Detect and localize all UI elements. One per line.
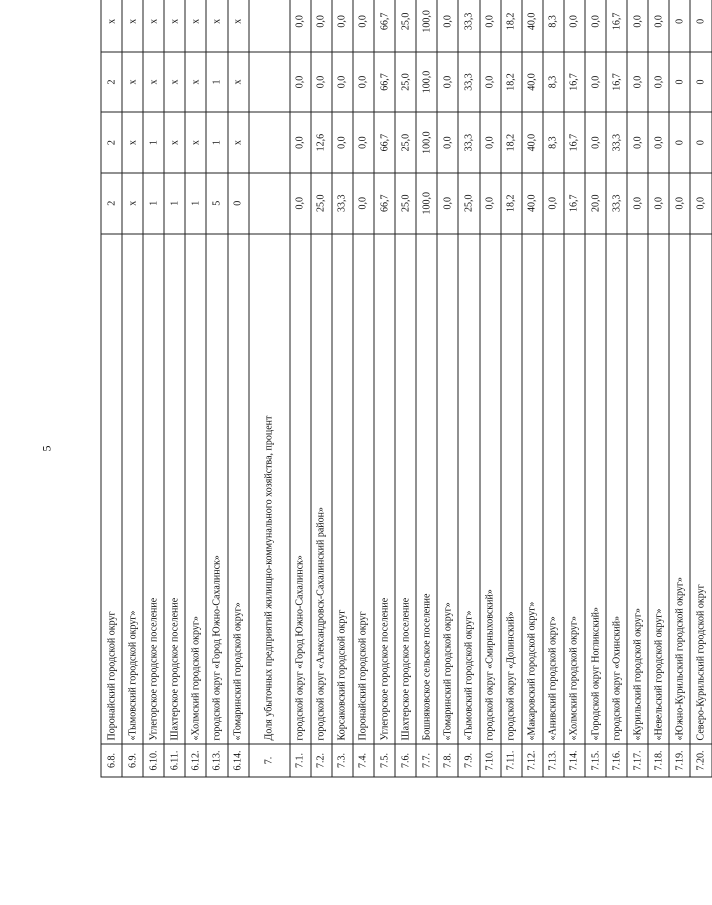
row-number: 7.13. xyxy=(543,744,564,777)
row-number: 6.10. xyxy=(143,744,164,777)
value-cell: 100,0 xyxy=(416,173,437,234)
indicator-name: Северо-Курильский городской округ xyxy=(690,234,711,744)
indicator-name: городской округ «Долинский» xyxy=(501,234,522,744)
indicator-name: «Городской округ Ногликский» xyxy=(585,234,606,744)
row-number: 7. xyxy=(249,744,290,777)
value-cell: 100,0 xyxy=(416,52,437,113)
value-cell: 0,0 xyxy=(480,52,501,113)
table-row xyxy=(290,0,311,777)
value-cell: 0 xyxy=(690,0,711,52)
value-cell: 33,3 xyxy=(458,0,479,52)
value-cell: 0 xyxy=(690,52,711,113)
value-cell: 18,2 xyxy=(501,112,522,173)
value-cell: 2 xyxy=(101,173,122,234)
indicator-name: Шахтерское городское поселение xyxy=(164,234,185,744)
row-number: 7.15. xyxy=(585,744,606,777)
value-cell: 0,0 xyxy=(585,112,606,173)
value-cell: 18,2 xyxy=(501,173,522,234)
value-cell: 0,0 xyxy=(690,173,711,234)
value-cell: 1 xyxy=(206,52,227,113)
value-cell: 66,7 xyxy=(374,52,395,113)
value-cell: 0,0 xyxy=(437,52,458,113)
page-number: 5 xyxy=(39,445,54,452)
value-cell: 0,0 xyxy=(332,52,353,113)
indicator-name: Углегорское городское поселение xyxy=(143,234,164,744)
value-cell: 100,0 xyxy=(416,0,437,52)
row-number: 7.12. xyxy=(522,744,543,777)
table-row xyxy=(627,0,648,777)
indicator-name: Поронайский городской округ xyxy=(101,234,122,744)
value-cell: 8,3 xyxy=(543,112,564,173)
table-row xyxy=(228,0,249,777)
indicator-name: «Тымовский городской округ» xyxy=(458,234,479,744)
value-cell: 0 xyxy=(669,112,690,173)
value-cell: x xyxy=(122,112,143,173)
value-cell: 18,2 xyxy=(501,52,522,113)
indicator-name: «Томаринский городской округ» xyxy=(228,234,249,744)
row-number: 7.8. xyxy=(437,744,458,777)
value-cell: 0 xyxy=(669,52,690,113)
value-cell: x xyxy=(143,52,164,113)
row-number: 7.14. xyxy=(564,744,585,777)
table-row xyxy=(564,0,585,777)
value-cell: 0,0 xyxy=(648,0,669,52)
value-cell: x xyxy=(164,52,185,113)
table-row xyxy=(206,0,227,777)
value-cell: 66,7 xyxy=(374,173,395,234)
indicator-name: «Анивский городской округ» xyxy=(543,234,564,744)
value-cell: 1 xyxy=(185,173,206,234)
value-cell: 18,2 xyxy=(501,0,522,52)
row-number: 7.1. xyxy=(290,744,311,777)
row-number: 7.20. xyxy=(690,744,711,777)
value-cell: 16,7 xyxy=(606,52,627,113)
value-cell: 0,0 xyxy=(437,0,458,52)
indicator-name: Доля убыточных предприятий жилищно-коммунального хозяйства, процент xyxy=(249,234,290,744)
value-cell: 12,6 xyxy=(311,112,332,173)
rotated-table-wrapper xyxy=(101,0,707,778)
value-cell xyxy=(249,173,290,234)
value-cell xyxy=(249,52,290,113)
value-cell: x xyxy=(143,0,164,52)
value-cell: 0,0 xyxy=(353,52,374,113)
indicator-name: городской округ «Город Южно-Сахалинск» xyxy=(290,234,311,744)
indicator-name: «Курильский городской округ» xyxy=(627,234,648,744)
value-cell: 0,0 xyxy=(564,0,585,52)
indicator-name: Бошняковское сельское поселение xyxy=(416,234,437,744)
table-row xyxy=(522,0,543,777)
value-cell: 16,7 xyxy=(564,112,585,173)
indicator-name: Шахтерское городское поселение xyxy=(395,234,416,744)
row-number: 7.6. xyxy=(395,744,416,777)
value-cell: 40,0 xyxy=(522,173,543,234)
row-number: 7.11. xyxy=(501,744,522,777)
value-cell: x xyxy=(122,52,143,113)
indicator-name: «Южно-Курильский городской округ» xyxy=(669,234,690,744)
row-number: 6.13. xyxy=(206,744,227,777)
value-cell: 66,7 xyxy=(374,112,395,173)
table-row xyxy=(690,0,711,777)
value-cell: 33,3 xyxy=(458,112,479,173)
table-row xyxy=(122,0,143,777)
indicator-name: Корсаковский городской округ xyxy=(332,234,353,744)
table-row xyxy=(311,0,332,777)
value-cell: x xyxy=(164,112,185,173)
indicator-name: «Холмский городской округ» xyxy=(564,234,585,744)
value-cell: x xyxy=(185,112,206,173)
value-cell: 0,0 xyxy=(627,112,648,173)
value-cell: 2 xyxy=(101,52,122,113)
value-cell xyxy=(249,0,290,52)
table-row xyxy=(101,0,122,777)
indicators-table xyxy=(101,0,712,778)
row-number: 6.9. xyxy=(122,744,143,777)
table-row xyxy=(669,0,690,777)
value-cell: 0,0 xyxy=(627,52,648,113)
table-row xyxy=(606,0,627,777)
indicator-name: «Холмский городской округ» xyxy=(185,234,206,744)
table-row xyxy=(458,0,479,777)
value-cell: x xyxy=(228,112,249,173)
value-cell: 0,0 xyxy=(648,173,669,234)
value-cell: x xyxy=(164,0,185,52)
row-number: 7.9. xyxy=(458,744,479,777)
table-row xyxy=(249,0,290,777)
value-cell: 16,7 xyxy=(564,52,585,113)
value-cell: 0 xyxy=(669,0,690,52)
value-cell: 16,7 xyxy=(564,173,585,234)
table-row xyxy=(143,0,164,777)
value-cell: x xyxy=(122,0,143,52)
value-cell: x xyxy=(206,0,227,52)
value-cell: 33,3 xyxy=(606,112,627,173)
value-cell: 0,0 xyxy=(627,173,648,234)
row-number: 7.10. xyxy=(480,744,501,777)
row-number: 7.17. xyxy=(627,744,648,777)
indicator-name: Поронайский городской округ xyxy=(353,234,374,744)
value-cell: 8,3 xyxy=(543,52,564,113)
value-cell: 25,0 xyxy=(395,173,416,234)
value-cell: 2 xyxy=(101,112,122,173)
table-row xyxy=(332,0,353,777)
value-cell: 33,3 xyxy=(458,52,479,113)
value-cell: 0,0 xyxy=(353,173,374,234)
row-number: 7.4. xyxy=(353,744,374,777)
row-number: 7.16. xyxy=(606,744,627,777)
value-cell: 0 xyxy=(228,173,249,234)
value-cell xyxy=(249,112,290,173)
indicator-name: «Макаровский городской округ» xyxy=(522,234,543,744)
value-cell: 0,0 xyxy=(311,0,332,52)
table-body xyxy=(101,0,712,777)
table-row xyxy=(353,0,374,777)
value-cell: x xyxy=(185,0,206,52)
table-row xyxy=(164,0,185,777)
value-cell: 0,0 xyxy=(648,52,669,113)
row-number: 7.7. xyxy=(416,744,437,777)
value-cell: 25,0 xyxy=(311,173,332,234)
value-cell: 100,0 xyxy=(416,112,437,173)
value-cell: 0,0 xyxy=(480,0,501,52)
value-cell: 0,0 xyxy=(311,52,332,113)
value-cell: x xyxy=(228,0,249,52)
value-cell: x xyxy=(101,0,122,52)
value-cell: 0,0 xyxy=(290,173,311,234)
row-number: 7.2. xyxy=(311,744,332,777)
table-row xyxy=(437,0,458,777)
value-cell: 25,0 xyxy=(395,0,416,52)
row-number: 7.3. xyxy=(332,744,353,777)
row-number: 7.5. xyxy=(374,744,395,777)
indicator-name: городской округ «Город Южно-Сахалинск» xyxy=(206,234,227,744)
value-cell: 0,0 xyxy=(627,0,648,52)
value-cell: 40,0 xyxy=(522,112,543,173)
table-row xyxy=(480,0,501,777)
value-cell: 40,0 xyxy=(522,0,543,52)
table-row xyxy=(648,0,669,777)
value-cell: 0,0 xyxy=(585,52,606,113)
value-cell: 0,0 xyxy=(480,173,501,234)
indicator-name: «Тымовский городской округ» xyxy=(122,234,143,744)
value-cell: 1 xyxy=(164,173,185,234)
value-cell: 0,0 xyxy=(585,0,606,52)
table-row xyxy=(185,0,206,777)
value-cell: 0,0 xyxy=(437,112,458,173)
value-cell: x xyxy=(185,52,206,113)
value-cell: 20,0 xyxy=(585,173,606,234)
value-cell: 66,7 xyxy=(374,0,395,52)
value-cell: 40,0 xyxy=(522,52,543,113)
value-cell: 33,3 xyxy=(332,173,353,234)
value-cell: 5 xyxy=(206,173,227,234)
row-number: 7.19. xyxy=(669,744,690,777)
value-cell: 0,0 xyxy=(353,112,374,173)
row-number: 6.8. xyxy=(101,744,122,777)
table-row xyxy=(416,0,437,777)
indicator-name: «Томаринский городской округ» xyxy=(437,234,458,744)
value-cell: x xyxy=(228,52,249,113)
value-cell: 1 xyxy=(143,112,164,173)
table-row xyxy=(374,0,395,777)
row-number: 6.14. xyxy=(228,744,249,777)
value-cell: 0,0 xyxy=(480,112,501,173)
table-row xyxy=(585,0,606,777)
value-cell: 0,0 xyxy=(543,173,564,234)
indicator-name: городской округ «Александровск-Сахалинский район» xyxy=(311,234,332,744)
table-row xyxy=(395,0,416,777)
value-cell: 1 xyxy=(143,173,164,234)
value-cell: 0,0 xyxy=(437,173,458,234)
value-cell: 0,0 xyxy=(669,173,690,234)
indicator-name: городской округ «Смирныховский» xyxy=(480,234,501,744)
value-cell: 0 xyxy=(690,112,711,173)
value-cell: 0,0 xyxy=(290,52,311,113)
value-cell: 25,0 xyxy=(395,52,416,113)
value-cell: 8,3 xyxy=(543,0,564,52)
value-cell: 1 xyxy=(206,112,227,173)
value-cell: 0,0 xyxy=(648,112,669,173)
value-cell: 25,0 xyxy=(458,173,479,234)
table-row xyxy=(543,0,564,777)
value-cell: 0,0 xyxy=(332,112,353,173)
value-cell: 0,0 xyxy=(332,0,353,52)
row-number: 6.12. xyxy=(185,744,206,777)
value-cell: 0,0 xyxy=(353,0,374,52)
row-number: 6.11. xyxy=(164,744,185,777)
value-cell: 0,0 xyxy=(290,0,311,52)
indicator-name: городской округ «Охинский» xyxy=(606,234,627,744)
indicator-name: Углегорское городское поселение xyxy=(374,234,395,744)
row-number: 7.18. xyxy=(648,744,669,777)
value-cell: 33,3 xyxy=(606,173,627,234)
value-cell: 25,0 xyxy=(395,112,416,173)
indicator-name: «Невельский городской округ» xyxy=(648,234,669,744)
value-cell: 0,0 xyxy=(290,112,311,173)
value-cell: 16,7 xyxy=(606,0,627,52)
value-cell: x xyxy=(122,173,143,234)
table-row xyxy=(501,0,522,777)
